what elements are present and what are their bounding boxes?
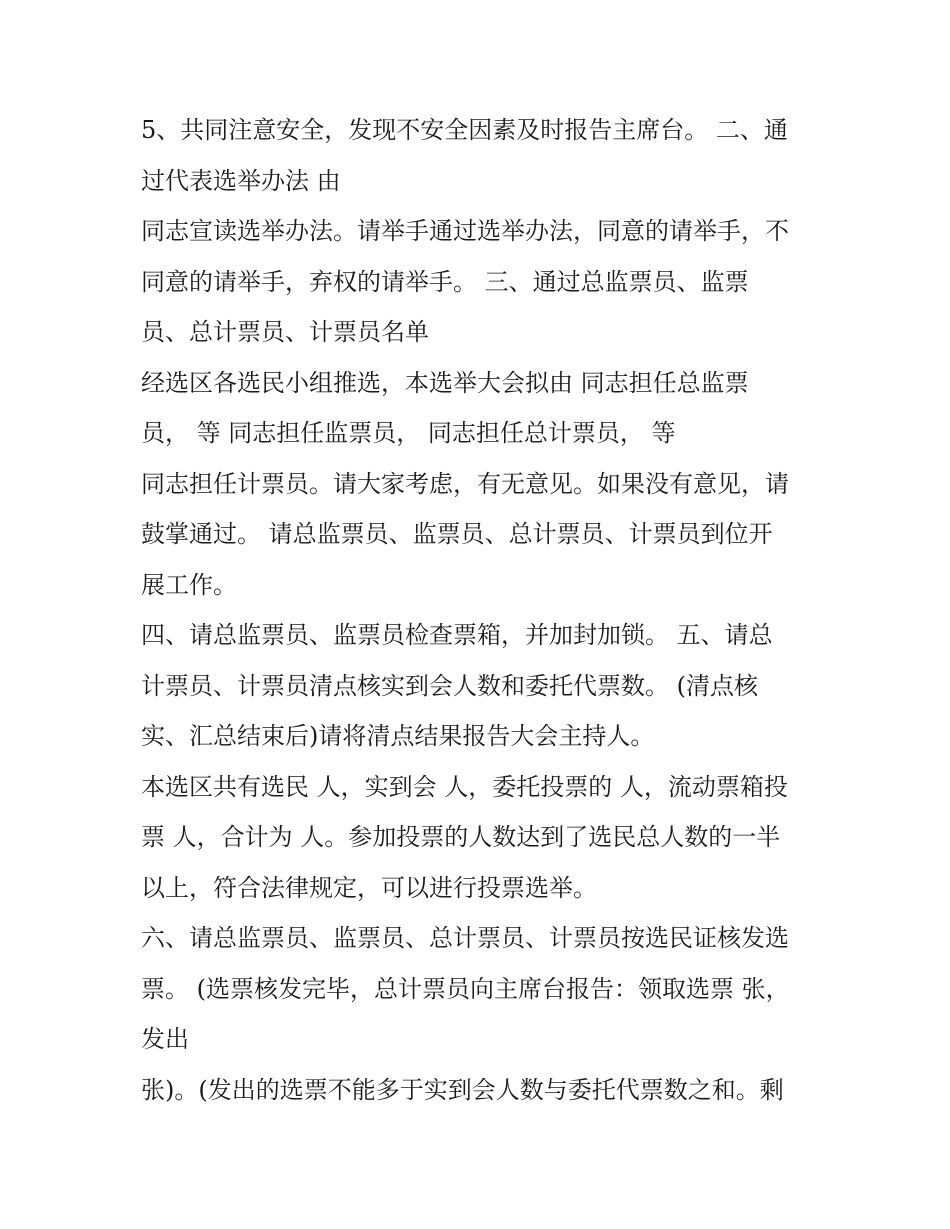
text-line: 计票员、计票员清点核实到会人数和委托代票数。 (清点核 (141, 672, 758, 700)
text-line: 经选区各选民小组推选，本选举大会拟由 同志担任总监票 (141, 369, 749, 397)
text-line: 同志宣读选举办法。请举手通过选举办法，同意的请举手，不 (141, 217, 789, 245)
text-line: 实、汇总结束后)请将清点结果报告大会主持人。 (141, 722, 655, 750)
text-line: 以上，符合法律规定，可以进行投票选举。 (141, 874, 597, 902)
text-line: 张)。(发出的选票不能多于实到会人数与委托代票数之和。剩 (141, 1076, 784, 1104)
text-line: 本选区共有选民 人，实到会 人，委托投票的 人，流动票箱投 (141, 773, 788, 801)
text-line: 六、请总监票员、监票员、总计票员、计票员按选民证核发选 (141, 924, 789, 952)
text-line: 5、共同注意安全，发现不安全因素及时报告主席台。 二、通 (141, 116, 788, 144)
text-line: 同志担任计票员。请大家考虑，有无意见。如果没有意见，请 (141, 470, 789, 498)
text-line: 同意的请举手，弃权的请举手。 三、通过总监票员、监票 (141, 268, 749, 296)
text-line: 员、总计票员、计票员名单 (141, 318, 429, 346)
text-line: 过代表选举办法 由 (141, 167, 341, 195)
text-line: 鼓掌通过。 请总监票员、监票员、总计票员、计票员到位开 (141, 520, 773, 548)
text-line: 员， 等 同志担任监票员， 同志担任总计票员， 等 (141, 419, 676, 447)
text-line: 票。 (选票核发完毕，总计票员向主席台报告：领取选票 张， (141, 975, 790, 1003)
text-line: 四、请总监票员、监票员检查票箱，并加封加锁。 五、请总 (141, 621, 773, 649)
text-line: 票 人，合计为 人。参加投票的人数达到了选民总人数的一半 (141, 823, 781, 851)
text-line: 展工作。 (141, 571, 237, 599)
text-line: 发出 (141, 1025, 189, 1053)
